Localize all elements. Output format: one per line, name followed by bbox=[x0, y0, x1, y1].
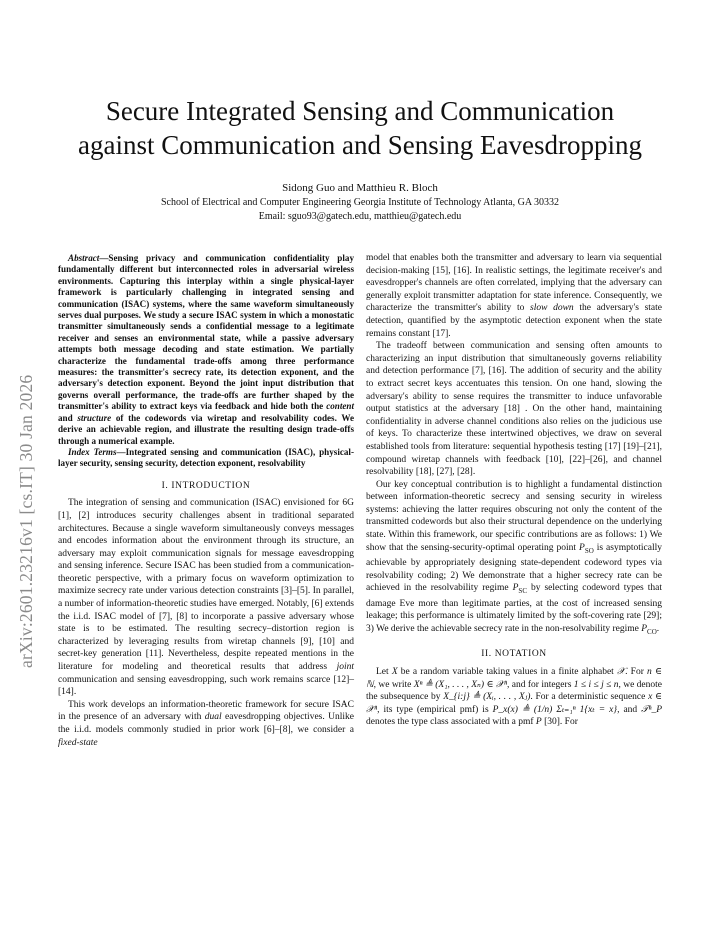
intro-paragraph-1 bbox=[58, 497, 354, 699]
arxiv-identifier bbox=[8, 240, 44, 670]
math-p-sc-sub: SC bbox=[518, 587, 527, 596]
index-terms bbox=[58, 447, 354, 470]
index-terms-text: —Integrated sensing and communication (ISAC), physical-layer security, sensing security, detection exponent, resolvability bbox=[58, 446, 354, 469]
notation-paragraph-1 bbox=[366, 666, 662, 729]
notation-p1-h: , its type (empirical pmf) is bbox=[377, 704, 493, 715]
intro-p1-a: The integration of sensing and communication (ISAC) envisioned for 6G [1], [2] introduces security challenges absent in traditional separated architectures. Because a single waveform simultaneously conveys messages and encodes information about the environment through its structure, an adversary may exploit communication signals for message eavesdropping and sensing inference. Secure ISAC has been studied from a communication-theoretic perspective, with a primary focus on waveform optimization to maximize secrecy rate under various detection constraints [3]–[5]. In parallel, a number of information-theoretic studies have emerged. Notably, [6] extends the i.i.d. ISAC model of [7], [8] to incorporate a passive adversary whose state is to be estimated. The resulting secrecy–distortion region is characterized by leveraging results from wiretap channels [9], [10] and secret-key generation [11]. Nevertheless, despite repeated mentions in the literature for modeling and theoretical results that address bbox=[58, 498, 354, 673]
math-x: x ∈ 𝒳ⁿ bbox=[366, 692, 663, 715]
left-column bbox=[58, 253, 354, 749]
title-line-1: Secure Integrated Sensing and Communication bbox=[105, 96, 615, 126]
math-p-so: P bbox=[579, 542, 585, 553]
section-heading-introduction: I. INTRODUCTION bbox=[161, 480, 251, 491]
abstract bbox=[58, 253, 354, 447]
notation-p1-d: , we write bbox=[373, 679, 414, 690]
intro-p1-b: communication and sensing eavesdropping, such work remains scarce [12]–[14]. bbox=[58, 674, 354, 698]
authors: Sidong Guo and Matthieu R. Bloch bbox=[282, 182, 438, 194]
title-line-2: against Communication and Sensing Eavesdropping bbox=[78, 130, 642, 160]
math-cal-X: 𝒳 bbox=[616, 667, 626, 678]
math-n: n ∈ ℕ bbox=[366, 667, 662, 690]
intro-p4-c: by selecting codeword types that damage Eve more than legitimate parties, at the cost of increased sensing leakage; this performance is ultimately limited by the soft-covering rate [29]; 3) We derive the achievable secrecy rate in the non-resolvability regime bbox=[366, 583, 662, 634]
intro-p4-d: . bbox=[656, 624, 660, 634]
affiliation: School of Electrical and Computer Engineering Georgia Institute of Technology Atlanta, GA 30332 bbox=[160, 197, 559, 208]
intro-p1-em: joint bbox=[336, 662, 354, 673]
intro-p2-a: This work develops an information-theoretic framework for secure ISAC in the presence of an adversary with bbox=[58, 699, 354, 723]
math-p-sc: P bbox=[512, 583, 519, 594]
notation-p1-a: Let bbox=[376, 667, 392, 678]
notation-p1-b: be a random variable taking values in a finite alphabet bbox=[397, 667, 617, 678]
intro-p4-a: Our key conceptual contribution is to highlight a fundamental distinction between information-theoretic secrecy and sensing security in wireless systems: achieving the latter requires obscuring not only the content of the transmitted codewords but also their structural dependence on the underlying state. Within this framework, our specific contributions are as follows: 1) We show that the sensing-security-optimal operating point bbox=[366, 479, 662, 553]
math-X: X bbox=[391, 667, 398, 678]
intro-paragraph-4 bbox=[366, 479, 662, 639]
notation-p1-k: [30]. For bbox=[541, 717, 578, 728]
notation-p1-f: , we denote the subsequence by bbox=[366, 679, 662, 703]
intro-p2-em-fixed-state: fixed-state bbox=[58, 737, 98, 748]
notation-p1-g: . For a deterministic sequence bbox=[530, 692, 649, 703]
abstract-em-content: content bbox=[326, 401, 354, 412]
intro-p2-b: eavesdropping objectives. Unlike the i.i.d. models commonly studied in prior work [6]–[8], we consider a bbox=[58, 712, 354, 735]
intro-p2-em-slow-down: slow down bbox=[530, 303, 574, 314]
intro-paragraph-2 bbox=[58, 699, 354, 749]
math-P: P bbox=[535, 717, 542, 728]
intro-p2-d: the adversary's state detection, quantified by the asymptotic detection exponent when the state remains constant [17]. bbox=[366, 303, 662, 339]
abstract-em-structure: structure bbox=[77, 412, 112, 423]
paper-title bbox=[40, 94, 680, 162]
math-p-co-sub: CO bbox=[647, 627, 657, 636]
abstract-tail: of the codewords via wiretap and resolvability codes. We derive an achievable region, and illustrate the resulting design trade-offs through a numerical example. bbox=[58, 412, 354, 446]
intro-p2-em-dual: dual bbox=[204, 712, 222, 723]
abstract-lead: Abstract bbox=[68, 253, 100, 263]
math-p-co: P bbox=[641, 624, 648, 634]
math-Xij: X_{i:j} ≜ (Xᵢ, . . . , Xⱼ) bbox=[443, 692, 531, 703]
abstract-text: —Sensing privacy and communication confidentiality play fundamentally different but interconnected roles in adversarial wireless environments. Capturing this interplay within a single physical-layer framework is particularly challenging in integrated sensing and communication (ISAC) systems, where the same waveform simultaneously serves dual purposes. We study a secure ISAC system in which a monostatic transmitter simultaneously sends a confidential message to a legitimate receiver and senses an environmental state, while a passive adversary attempts both message decoding and state estimation. We partially characterize the fundamental trade-offs among three performance measures: the transmitter's secrecy rate, its detection exponent, and the adversary's detection exponent. Beyond the joint input distribution that governs overall performance, the trade-offs are further shaped by the transmitter's ability to extract keys via feedback and hide both the bbox=[58, 253, 354, 412]
math-Px: P_x(x) ≜ (1/n) Σₜ₌₁ⁿ 1{xₜ = x} bbox=[492, 704, 618, 715]
arxiv-id-text: arXiv:2601.23216v1 [cs.IT] 30 Jan 2026 bbox=[16, 374, 36, 668]
intro-paragraph-2-cont bbox=[366, 252, 662, 340]
index-terms-lead: Index Terms bbox=[68, 446, 117, 457]
intro-p4-b: is asymptotically achievable by appropriately designing state-dependent codeword types via resolvability coding; 2) We demonstrate that a higher secrecy rate can be achieved in the resolvability regime bbox=[366, 542, 662, 594]
notation-p1-e: , and for integers bbox=[507, 679, 574, 690]
abstract-mid: and bbox=[58, 412, 78, 423]
math-p-so-sub: SO bbox=[584, 546, 594, 555]
math-Xn: Xⁿ ≜ (X₁, . . . , Xₙ) ∈ 𝒳ⁿ bbox=[413, 679, 508, 690]
notation-p1-i: , and bbox=[617, 704, 642, 715]
intro-paragraph-3: The tradeoff between communication and sensing often amounts to characterizing an input distribution that simultaneously governs reliability and detection performance [7], [16]. The addition of security and the ability to extract secret keys accentuates this tension. On one hand, slowing the adversary's ability to sense requires the transmitter to induce unfavorable output statistics at the adversary [18] . On the other hand, maintaining confidentiality in adverse channel conditions also relies on the judicious use of keys. To characterize these intertwined objectives, we draw on several established tools from literature: sequential hypothesis testing [17] [19]–[21], compound wiretap channels with feedback [10], [22]–[26], and channel resolvability [18], [27], [28]. bbox=[366, 341, 662, 478]
right-column bbox=[366, 252, 662, 729]
section-heading-notation: II. NOTATION bbox=[481, 649, 547, 660]
notation-p1-c: . For bbox=[625, 667, 648, 678]
math-TP: 𝒯ⁿ_P bbox=[641, 704, 662, 715]
notation-p1-j: denotes the type class associated with a pmf bbox=[366, 717, 536, 728]
email: Email: sguo93@gatech.edu, matthieu@gatech.edu bbox=[258, 211, 462, 222]
intro-p2-c: model that enables both the transmitter and adversary to learn via sequential decision-making [15], [16]. In realistic settings, the legitimate receiver's and eavesdropper's channels are often correlated, implying that the adversary can generally exploit transmitter adaptation for state inference. Consequently, we characterize the transmitter's ability to bbox=[366, 253, 662, 314]
math-ij: 1 ≤ i ≤ j ≤ n bbox=[573, 679, 619, 690]
